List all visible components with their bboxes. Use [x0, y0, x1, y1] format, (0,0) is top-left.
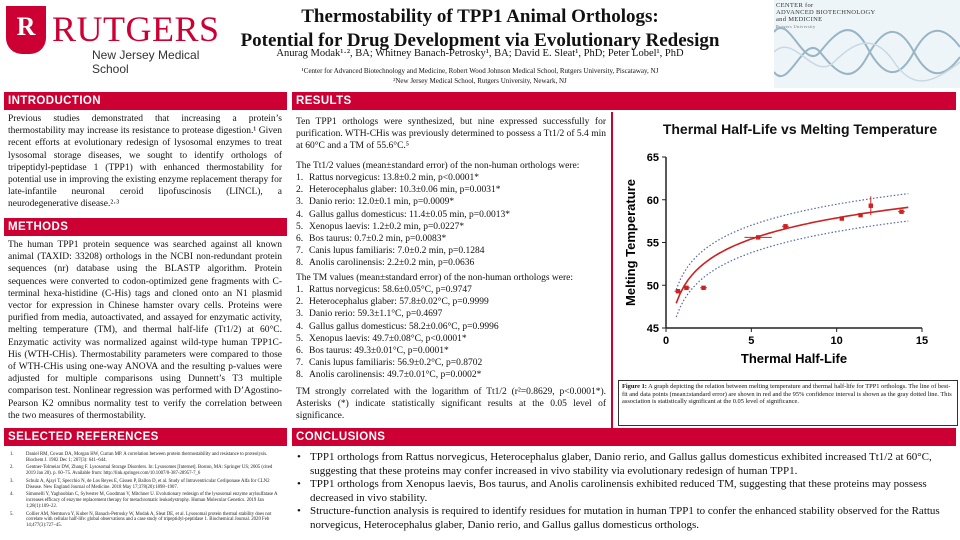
tt-list	[296, 172, 606, 270]
list-item: 6. Bos taurus: 0.7±0.2 min, p=0.0083*	[296, 234, 447, 245]
x-tick-label: 15	[915, 335, 929, 347]
cabm-logo	[774, 0, 960, 88]
section-methods: METHODS	[4, 218, 287, 236]
y-tick-label: 55	[646, 237, 659, 250]
dna-helix-icon	[774, 22, 960, 88]
shield-icon: R	[6, 6, 46, 54]
tm-header: The TM values (mean±standard error) of the non-human orthologs were:	[296, 273, 574, 283]
reference-item: 1. Daniel RM, Cowan DA, Morgan HW, Curran MP. A correlation between protein thermostability and resistance to proteolysis. Biochem J. 1982 Dec 1; 207(3): 641–644.	[10, 452, 268, 463]
y-axis-label: Melting Temperature	[623, 179, 638, 306]
x-tick-label: 10	[830, 335, 843, 347]
section-references: SELECTED REFERENCES	[4, 428, 287, 446]
data-point	[783, 224, 787, 228]
rutgers-logo	[6, 6, 231, 76]
introduction-text: Previous studies demonstrated that increasing a protein’s thermostability may increase its resistance to protease digestion.¹ Given recent efforts at evolutionary redesign of lysosomal enzymes to treat lysosomal storage diseases, we sought to identify orthologs of tripeptidyl-peptidase 1 (TPP1) with enhanced thermostability for potential use in improving the existing enzyme replacement therapy for late-infantile neuronal ceroid lipofuscinosis (LINCL), a neurodegenerative disease.²·³	[8, 114, 282, 210]
y-tick-label: 50	[646, 280, 659, 293]
y-tick-label: 65	[646, 152, 659, 164]
data-point	[869, 204, 873, 208]
list-item: 5. Xenopus laevis: 1.2±0.2 min, p=0.0227*	[296, 221, 465, 232]
tt-header: The Tt1/2 values (mean±standard error) of the non-human orthologs were:	[296, 161, 580, 171]
data-point	[858, 213, 862, 217]
data-point	[684, 286, 688, 290]
title-line-2: Potential for Drug Development via Evolutionary Redesign	[240, 30, 720, 51]
logo-name: RUTGERS	[52, 9, 220, 49]
conclusions-list	[296, 451, 956, 533]
column-divider	[611, 112, 613, 428]
logo-subtitle: New Jersey Medical School	[92, 48, 200, 76]
poster-header	[0, 0, 960, 88]
list-item: 3. Danio rerio: 59.3±1.1°C, p=0.4697	[296, 309, 443, 320]
reference-item: 4. Simonelli Y, Yaghoobian C, Sylvester M, Goodman V, Mitchner U. Evolutionary redesign of the lysosomal enzyme arylsulfatase A increases efficacy of enzyme replacement therapy for metachromatic leukodystrophy. Human Molecular Genetics. 2019 Jan 1;28(1):109–22.	[10, 492, 278, 510]
list-item: 7. Canis lupus familiaris: 56.9±0.2°C, p=0.8702	[296, 358, 483, 369]
figure-caption-label: Figure 1:	[622, 383, 647, 390]
chart-container	[614, 112, 960, 378]
x-tick-label: 0	[662, 335, 670, 347]
ci-upper-line	[676, 194, 908, 290]
list-item: 4. Gallus gallus domesticus: 58.2±0.06°C, p=0.9996	[296, 321, 499, 332]
conclusion-item: • Structure-function analysis is required to identify residues for mutation in human TPP1 to confer the enhanced stability observed for the Rattus norvegicus, Heterocephalus glaber, Danio rerio, and Gallus gallus domesticus orthologs.	[297, 505, 940, 531]
references-list	[8, 452, 283, 531]
data-point	[899, 210, 903, 214]
reference-item: 3. Schulz A, Ajayi T, Specchio N, de Los Reyes E, Gissen P, Ballon D, et al. Study of Intraventricular Cerliponase Alfa for CLN2 Disease. New England Journal of Medicine. 2018 May 17;378(20):1898–1907.	[10, 478, 270, 490]
results-summary: TM strongly correlated with the logarithm of Tt1/2 (r²=0.8629, p<0.0001*). Asterisks (*) indicate statistically significant results at the 0.05 level of significance.	[296, 387, 606, 422]
section-results: RESULTS	[292, 92, 956, 110]
data-point	[676, 289, 680, 293]
section-conclusions: CONCLUSIONS	[292, 428, 956, 446]
list-item: 8. Anolis carolinensis: 49.7±0.01°C, p=0.0002*	[296, 370, 482, 381]
tm-list	[296, 284, 606, 382]
affiliation-2: ²New Jersey Medical School, Rutgers University, Newark, NJ	[393, 77, 567, 85]
list-item: 3. Danio rerio: 12.0±0.1 min, p=0.0009*	[296, 197, 455, 208]
y-tick-label: 60	[646, 194, 659, 207]
list-item: 5. Xenopus laevis: 49.7±0.08°C, p<0.0001*	[296, 333, 467, 344]
data-point	[840, 216, 844, 220]
ci-lower-line	[676, 221, 908, 317]
list-item: 1. Rattus norvegicus: 58.6±0.05°C, p=0.9747	[296, 285, 472, 295]
authors: Anurag Modak¹·², BA; Whitney Banach-Petrosky¹, BA; David E. Sleat¹, PhD; Peter Lobel¹, PhD	[276, 48, 684, 59]
list-item: 1. Rattus norvegicus: 13.8±0.2 min, p<0.0001*	[296, 173, 479, 183]
methods-text: The human TPP1 protein sequence was searched against all known animal (TAXID: 33208) orthologs in the NCBI non-redundant protein sequences (nr) database using the BLASTP algorithm. Protein sequences were converted to codon-optimized gene fragments with C-terminal hexa-histidine (C-His) tags and cloned onto an N1 plasmid vector for expression in Chinese hamster ovary cells. Proteins were purified from media, autoactivated, and assayed for enzymatic activity, melting temperature (TM), and thermal half-life (Tt1/2) at 60°C. Enzymatic activity was normalized against wild-type human TPP1C-His (WTH-CHis). Thermostability parameters were compared to those of WTH-CHis using one-way ANOVA and the resulting p-values were adjusted for multiple comparisons using Dunnett’s T3 multiple comparison test. Nonlinear regression was performed with D’Agostino-Pearson K2 omnibus normality test to verify the correlation between the two measures of thermostability.	[8, 240, 282, 421]
conclusion-item: • TPP1 orthologs from Rattus norvegicus, Heterocephalus glaber, Danio rerio, and Gallus gallus domesticus exhibited increased Tt1/2 at 60°C, suggesting that these proteins may confer increased in vivo stability via evolutionary redesign of human TPP1.	[297, 451, 932, 477]
list-item: 8. Anolis carolinensis: 2.2±0.2 min, p=0.0636	[296, 258, 475, 269]
cabm-logo-text: CENTER for ADVANCED BIOTECHNOLOGY and MEDICINE Rutgers University	[776, 2, 876, 29]
y-tick-label: 45	[646, 323, 659, 335]
melting-vs-halflife-chart	[614, 112, 960, 378]
list-item: 2. Heterocephalus glaber: 10.3±0.06 min, p=0.0031*	[296, 185, 501, 196]
chart-title: Thermal Half-Life vs Melting Temperature	[662, 121, 938, 137]
fit-line	[676, 207, 908, 303]
poster-title	[240, 5, 720, 53]
list-item: 2. Heterocephalus glaber: 57.8±0.02°C, p=0.9999	[296, 297, 489, 308]
figure-caption-text: A graph depicting the relation between melting temperature and thermal half-life for TPP1 orthologs. The line of best-fit and data points (mean±standard error) are shown in red and the 95% confidence interval is shown as the gray dotted line. This association is statistically significant at the 0.05 level of significance.	[622, 383, 952, 406]
section-introduction: INTRODUCTION	[4, 92, 287, 110]
affiliation-1: ¹Center for Advanced Biotechnology and Medicine, Robert Wood Johnson Medical School, Rutgers University, Piscataway, NJ	[301, 67, 659, 75]
x-tick-label: 5	[748, 335, 755, 347]
figure-caption	[618, 380, 958, 426]
title-line-1: Thermostability of TPP1 Animal Orthologs:	[301, 6, 659, 27]
reference-item: 5. Collier AM, Nemtsova Y, Kuber N, Banach-Petrosky W, Modak A, Sleat DE, et al. Lysosomal protein thermal stability does not correlate with cellular half-life: global observations and a case study of tripeptidyl-peptidase 1. Biochemical Journal. 2020 Feb 14;477(3):727–45.	[10, 511, 272, 529]
x-axis-label: Thermal Half-Life	[740, 351, 848, 366]
reference-item: 2. Gentner-Tolmeiar DW, Zhang F. Lysosomal Storage Disorders. In: Lysosomes [Internet]. Boston, MA: Springer US; 2005 (cited 2019 Jan 20). p. 60–75. Available from: http://link.springer.com/10.1007/0-387-28957-7_6	[10, 465, 273, 477]
conclusion-item: • TPP1 orthologs from Xenopus laevis, Bos taurus, and Anolis carolinensis exhibited reduced TM, suggesting that these proteins may possess decreased in vivo stability.	[297, 478, 927, 504]
data-point	[756, 235, 760, 239]
data-point	[701, 286, 705, 290]
list-item: 6. Bos taurus: 49.3±0.01°C, p=0.0001*	[296, 346, 449, 357]
affiliations	[240, 66, 720, 86]
results-intro: Ten TPP1 orthologs were synthesized, but nine expressed successfully for purification. WTH-CHis was previously determined to possess a Tt1/2 of 5.4 min at 60°C and a TM of 55.6°C.⁵	[296, 117, 606, 152]
list-item: 4. Gallus gallus domesticus: 11.4±0.05 min, p=0.0013*	[296, 209, 511, 220]
list-item: 7. Canis lupus familiaris: 7.0±0.2 min, p=0.1284	[296, 246, 485, 257]
